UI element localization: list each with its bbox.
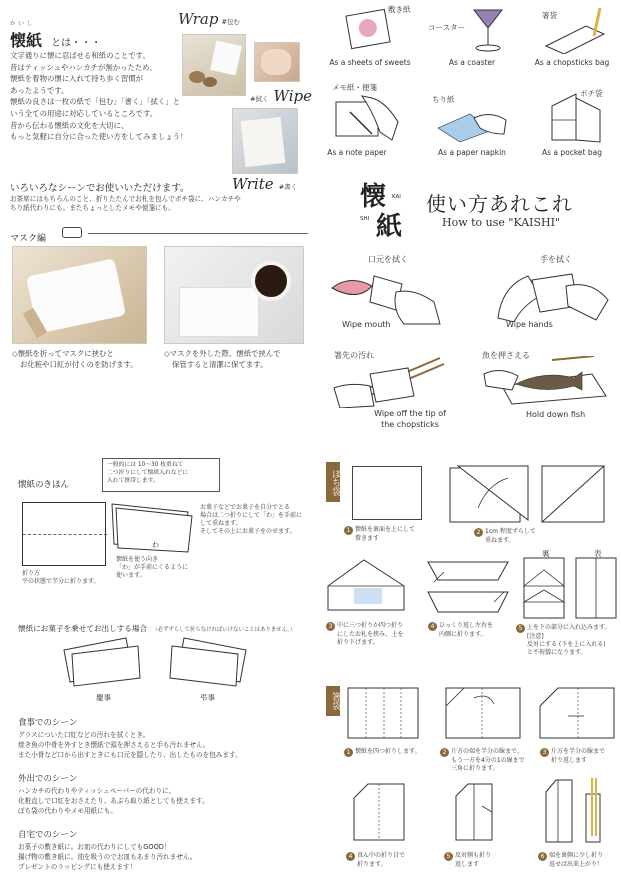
step-caption [326,622,426,647]
paper-shape [210,41,242,76]
step-caption [516,624,620,657]
fold-line [23,534,107,535]
hashi-tab [326,686,340,716]
intro-line: 文字通りに懐に忍ばせる和紙のことです。 [10,51,150,60]
meal-heading: 食事でのシーン [18,718,78,728]
note-line: 入れて携帯します。 [107,478,159,484]
hashi-step-3 [536,686,620,776]
use-pocket-bag [522,80,620,162]
step-caption [346,852,438,869]
step-caption [540,748,620,765]
use-jp: ちり紙 [432,95,455,104]
fold-diagram-flat [22,502,106,566]
omote-label: 表 [594,549,602,558]
usage-line: 「わ」が手前にくるように [116,564,189,571]
envelope-shape [179,287,259,337]
serve-note: （必ずずらして折らなければいけないことはありません。） [152,627,296,633]
hashi-step-6 [536,772,620,876]
use-chopsticks-bag [522,2,620,74]
mouth-wipe-icon [330,266,450,326]
fold-label [22,570,100,586]
step-diagram [324,556,414,616]
meal-line: グラスについた口紅などの汚れを拭くとき。 [18,731,150,739]
sweets-line: して重ねます。 [200,520,242,527]
step-text: 片方の端を半分の線まで、 [451,748,523,755]
pochi-step-4 [424,556,516,656]
howto-kai: KAI [392,194,401,200]
note-line: 一般的には 10〜30 枚重ねて [107,462,184,468]
action-en: Wipe off the tip of the chopsticks [374,409,446,429]
use-jp: 敷き紙 [388,5,411,14]
sweets-line: 場合は二つ折りにして「わ」を手前に [200,512,303,519]
use-en: As a note paper [327,148,387,157]
usage-line: 懐紙を使う向き [116,556,159,563]
step-text: 折り下げます。 [337,639,379,646]
step-diagram [444,686,524,742]
step-diagram [538,686,618,742]
out-line: ぽち袋の代わりやメモ用紙にも。 [18,807,117,815]
step-text: 折り返します [551,757,588,764]
cocktail-glass-icon [468,6,508,54]
meal-line: 焼き魚の中骨を外すとき懐紙で頭を押さえると手も汚れません。 [18,741,210,749]
intro-line: もっと気軽に自分に合った使い方をしてみましょう！ [10,132,188,142]
action-en: Hold down fish [526,410,586,419]
action-wipe-hands [482,252,616,334]
sweets-line: お菓子などでお菓子を自分でとる [200,504,291,511]
pochi-step-2 [448,462,538,548]
step-number: 5 [516,624,525,633]
howto-kanji-1: 懐 [360,182,387,212]
title-kanji: 懐紙 [10,31,43,50]
intro-line: 懐紙を着物の懐に入れて持ち歩く習慣が [10,74,144,84]
wipe-jp: #拭く [250,95,269,103]
basics-heading: 懐紙のきほん [18,480,70,490]
step-number: 3 [540,748,549,757]
step-text: 折ります。 [357,861,387,868]
step-paper [352,466,422,520]
pochi-step-1 [344,462,434,548]
pocket-bag-icon [546,90,606,146]
home-text [18,842,196,872]
scenes-heading: いろいろなシーンでお使いいただけます。 [10,183,190,194]
use-sweets [322,2,418,74]
caption-line: ◇懐紙を折ってマスクに挟むと [12,349,114,358]
step-caption [344,748,436,757]
step-caption [344,526,440,543]
intro-text [10,50,200,143]
step-text: 置きます [355,535,380,542]
fold-label-line: 平の状態で半分に折ります。 [22,578,100,585]
step-caption [444,852,536,869]
wipe-photo [254,42,300,82]
out-text [18,786,209,816]
step-text: 片方を半分の線まで [551,748,606,755]
step-caption [474,528,544,545]
usage-label [116,556,188,580]
step-text: 重ねます。 [485,537,515,544]
step-diagram [448,464,532,524]
title-ruby: かいし [10,21,36,27]
use-paper-napkin [424,80,520,162]
hashi-tab-label: 箸袋 [330,692,340,710]
use-note-paper [322,80,418,162]
wipe-label [250,86,312,105]
wrap-en: Wrap [178,10,219,28]
pochi-step-2b-diagram [540,464,610,526]
scenes-line: ちり紙代わりにも。またちょっとしたメモや便箋にも。 [10,204,175,212]
step-text: 懐紙を四つ折りします。 [355,748,421,755]
mask-photo-1 [12,246,147,344]
napkin-hand-icon [434,104,514,144]
step-text: 1cm 程度ずらして [485,528,536,535]
use-jp: コースター [428,23,466,32]
use-en: As a paper napkin [438,148,506,157]
step-diagram [452,782,502,844]
intro-line: 懐紙の良さは一枚の紙で「包む」「書く」「拭く」と [10,97,180,107]
hashi-step-4 [344,782,436,876]
step-text: 三角に折ります。 [451,765,499,772]
scenes-text [10,195,310,213]
step-caption [440,748,540,773]
fold-label-line: 折り方 [22,570,41,577]
serve-heading-row [18,616,295,635]
use-coaster [424,2,520,74]
action-en-chopsticks [370,408,450,430]
caption-line: ◇マスクを外した際、懐紙で挟んで [164,349,281,358]
mask-caption-2 [164,348,281,370]
action-wipe-chopsticks [330,348,470,432]
caption-line: お化粧や口紅が付くのを防げます。 [20,360,138,369]
step-text: 上を下の部分に入れ込みます。 [527,624,611,631]
basics-note-top [102,458,220,492]
intro-line: あったようです。 [10,85,69,95]
step-diagram [346,686,422,742]
keiji-diagram [62,636,142,688]
step-text: と不祝儀になります。 [527,649,587,656]
step-number: 6 [538,852,547,861]
step-number: 2 [474,528,483,537]
mask-photo-2 [164,246,304,344]
keiji-label: 慶事 [96,693,111,702]
coffee-cup [251,261,291,301]
kaishi-title-block [10,21,102,51]
step-diagram [350,782,410,844]
step-text: 端を裏側に少し折り [549,852,604,859]
wipe-en: Wipe [273,87,312,105]
howto-en: How to use "KAISHI" [442,216,561,229]
step-diagram [424,556,514,618]
action-jp: 魚を押さえる [482,351,530,360]
step-text: もう一方を4分の1の線まで [451,757,525,764]
write-label [232,174,297,193]
pochi-tab: ぽち袋 [326,462,340,502]
step-text: [注意] [527,633,544,640]
pochi-step-5 [516,546,620,666]
step-number: 2 [440,748,449,757]
howto-title [360,176,610,242]
mask-caption-1 [12,348,138,370]
title-suffix: とは・・・ [51,38,102,49]
step-text: 反対側も折り [455,852,492,859]
wrap-label [178,10,240,28]
step-number: 4 [428,622,437,631]
step-text: 反対にする (下を上に入れる) [527,641,606,648]
howto-jp: 使い方あれこれ [426,192,573,216]
step-text: 返せば出来上がり！ [549,861,604,868]
action-en: Wipe hands [506,320,553,329]
step-number: 3 [326,622,335,631]
step-text: 中に三つ折りか四つ折り [337,622,404,629]
out-heading: 外出でのシーン [18,774,78,784]
step-diagram [520,556,620,622]
use-jp: 箸袋 [542,11,557,20]
action-jp: 箸先の汚れ [334,351,374,360]
intro-line: 昔はティッシュやハンカチが無かったため、 [10,62,157,72]
write-en: Write [232,175,274,193]
action-hold-fish [482,348,616,432]
action-jp: 手を拭く [540,255,572,264]
action-wipe-mouth [330,252,470,334]
home-line: お菓子の敷き紙に。お皿の代わりにしてもGOOD！ [18,843,171,851]
step-number: 1 [344,526,353,535]
use-jp: メモ紙・便箋 [332,83,377,92]
write-jp: #書く [278,183,298,191]
step-text: ひっくり返し左右を [439,622,494,629]
fish-hold-icon [482,356,616,406]
step-text: 懐紙を裏面を上にして [355,526,416,533]
out-line: ハンカチの代わりやティッシュペーパーの代わりに。 [18,787,176,795]
ura-label: 裏 [542,549,550,558]
step-number: 1 [344,748,353,757]
choji-diagram [168,636,248,688]
hashi-step-1 [344,686,436,766]
hashi-step-5 [440,782,534,876]
step-caption [538,852,621,869]
step-number: 5 [444,852,453,861]
choji-label: 弔事 [200,693,215,702]
mask-icon [62,227,82,238]
action-en: Wipe mouth [342,320,391,329]
write-photo [232,108,298,174]
pochi-step-3 [324,556,424,656]
step-caption [428,622,518,639]
note-writing-icon [332,92,402,144]
usage-line: 使います。 [116,572,146,579]
chopsticks-wipe-icon [330,356,460,408]
hand-shape [261,49,291,75]
hands-wipe-icon [492,266,612,322]
step-text: 内側に折ります。 [439,631,487,638]
chopsticks-bag-icon [542,6,614,54]
use-en: As a coaster [448,58,496,67]
howto-kanji-2: 紙 [376,212,403,242]
wrap-photo [182,34,246,96]
step-text: 真ん中の折り目で [357,852,406,859]
home-line: プレゼントのラッピングにも使えます！ [18,863,137,871]
wa-mark: わ [152,541,159,549]
step-text: 返します [455,861,480,868]
home-line: 揚げ物の敷き紙に。油を吸うのでお皿もあまり汚れません。 [18,853,197,861]
divider [88,233,308,234]
howto-shi: SHI [360,216,370,222]
meal-text [18,730,242,760]
hashi-step-2 [440,686,534,776]
intro-line: 昔から伝わる懐紙の文化を大切に、 [10,120,129,130]
caption-line: 保管すると清潔に保てます。 [172,360,268,369]
home-heading: 自宅でのシーン [18,830,78,840]
note-card [241,117,286,167]
wrap-jp: #包む [221,18,240,26]
sweets-note [200,504,302,536]
cookie-shape [203,77,217,87]
sweets-paper-icon [345,9,390,49]
note-line: 二つ折りにして懐紙入れなどに [107,470,189,476]
use-en: As a sheets of sweets [329,58,411,67]
mask-heading-row [10,226,310,244]
intro-line: いう全ての用途に対応しているところです。 [10,108,158,118]
step-diagram [538,776,618,846]
use-en: As a chopsticks bag [534,58,610,67]
meal-line: また小骨など口から出すときにも口元を隠したり、出したものを包みます。 [18,751,242,759]
action-jp: 口元を拭く [368,255,408,264]
mask-heading: マスク編 [10,234,47,244]
scenes-line: お茶席にはもちろんのこと、折りたたんでお札を包んでポチ袋に、ハンカチや [10,195,241,203]
sweets-line: そしてその上にお菓子をのせます。 [200,528,296,535]
use-jp: ポチ袋 [580,89,603,98]
out-line: 化粧直しで口紅をおさえたり、あぶら取り紙としても使えます。 [18,797,209,805]
serve-heading: 懐紙にお菓子を乗せてお出しする場合 [18,624,148,633]
step-number: 4 [346,852,355,861]
flower-sweet [357,18,378,39]
step-text: にしたお札を挟み、上を [337,631,404,638]
use-en: As a pocket bag [541,148,602,157]
